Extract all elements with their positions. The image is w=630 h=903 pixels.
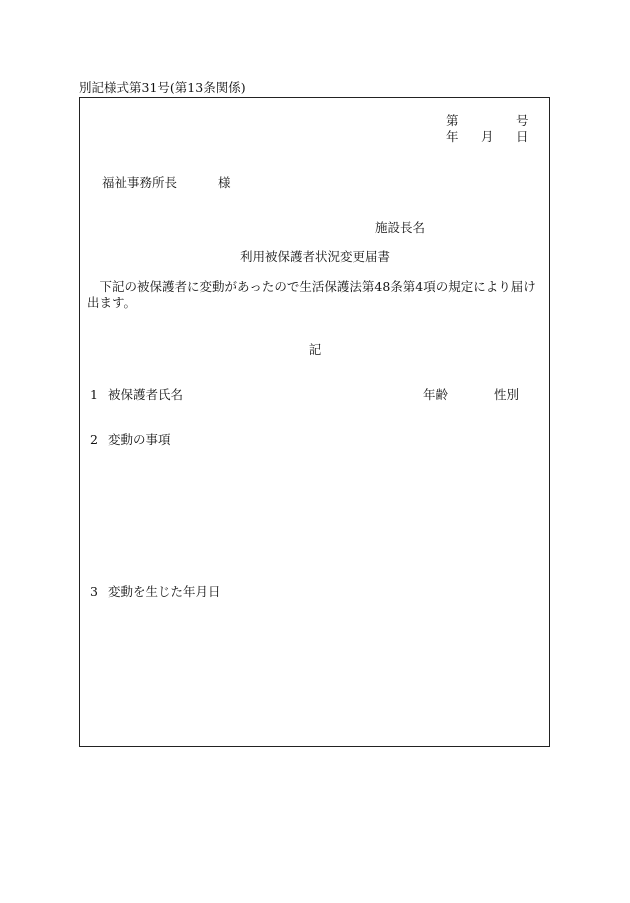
document-number-prefix: 第 bbox=[446, 113, 459, 128]
item-1-number: 1 bbox=[90, 387, 98, 402]
date-year-label: 年 bbox=[446, 129, 459, 144]
item-1-sex-label: 性別 bbox=[494, 387, 520, 402]
item-1-age-label: 年齢 bbox=[423, 387, 449, 402]
item-2-label: 変動の事項 bbox=[108, 432, 171, 447]
item-3-label: 変動を生じた年月日 bbox=[108, 584, 221, 599]
form-frame bbox=[79, 97, 550, 747]
addressee-honorific: 様 bbox=[218, 175, 231, 190]
document-title: 利用被保護者状況変更届書 bbox=[239, 249, 390, 264]
ki-heading: 記 bbox=[308, 342, 322, 357]
form-number-header: 別記様式第31号(第13条関係) bbox=[79, 80, 246, 95]
addressee-title: 福祉事務所長 bbox=[102, 175, 178, 190]
item-1-label: 被保護者氏名 bbox=[108, 387, 184, 402]
document-number-suffix: 号 bbox=[516, 113, 529, 128]
item-3-number: 3 bbox=[90, 584, 98, 599]
date-day-label: 日 bbox=[516, 129, 529, 144]
body-paragraph: 下記の被保護者に変動があったので生活保護法第48条第4項の規定により届け出ます。 bbox=[87, 279, 536, 310]
date-month-label: 月 bbox=[481, 129, 494, 144]
item-2-number: 2 bbox=[90, 432, 98, 447]
facility-director-name-label: 施設長名 bbox=[375, 220, 426, 235]
